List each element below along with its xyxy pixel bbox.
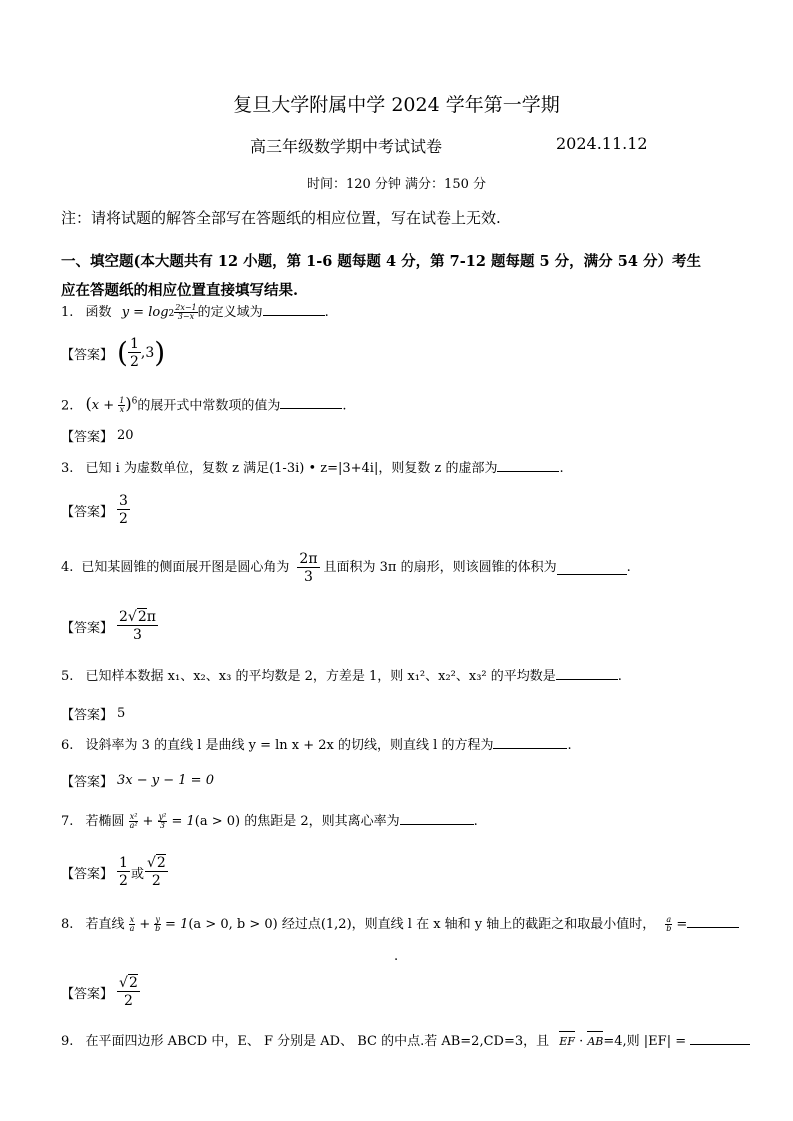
q3-blank (497, 459, 559, 472)
q5-blank (556, 667, 618, 680)
exam-note: 注：请将试题的解答全部写在答题纸的相应位置，写在试卷上无效. (61, 209, 501, 227)
q6-number: 6. (61, 738, 74, 753)
answer-4: 【答案】 $\frac{2√2\pi}{3}$ (61, 609, 156, 643)
answer-5-value: 5 (117, 706, 126, 721)
answer-3: 【答案】 $\frac{3}{2}$ (61, 493, 128, 527)
question-7: 7. 若椭圆 $\frac{\text{x²}}{\text{a²}}$ + $\frac{\text{y²}}{3}$ = 1(a > 0) 的焦距是 2，则其离心率为 . (61, 812, 478, 830)
q1-blank (263, 303, 325, 316)
question-4: 4. 已知某圆锥的侧面展开图是圆心角为 $\frac{2\pi}{3}$ 且面积为 3π 的扇形，则该圆锥的体积为 . (61, 551, 631, 585)
question-9: 9. 在平面四边形 ABCD 中，E、 F 分别是 AD、 BC 的中点.若 AB=2,CD=3，且 EF · AB=4,则 |EF| = (61, 1032, 750, 1051)
q7-number: 7. (61, 814, 74, 829)
answer-8: 【答案】 $\frac{√2}{2}$ (61, 975, 138, 1009)
q8-formula: $\frac{x}{a}$ + $\frac{y}{b}$ = 1 (129, 915, 189, 933)
q1-formula: y = log2 $\frac{2x-1}{3-x}$ (121, 303, 197, 321)
exam-subtitle: 高三年级数学期中考试试卷 (250, 137, 443, 156)
exam-title: 复旦大学附属中学 2024 学年第一学期 (233, 94, 560, 116)
answer-2: 【答案】 20 (61, 428, 134, 445)
answer-6-value: 3x − y − 1 = 0 (117, 773, 214, 788)
section-heading-line1: 一、填空题(本大题共有 12 小题，第 1-6 题每题 4 分，第 7-12 题每题 5 分，满分 54 分）考生 (61, 253, 701, 270)
q4-blank (557, 562, 627, 575)
question-5: 5. 已知样本数据 x₁、x₂、x₃ 的平均数是 2，方差是 1，则 x₁²、x₂²、x₃² 的平均数是 . (61, 669, 622, 684)
section-heading-line2: 应在答题纸的相应位置直接填写结果. (61, 282, 299, 299)
answer-5: 【答案】 5 (61, 706, 126, 723)
answer-6: 【答案】 3x − y − 1 = 0 (61, 773, 214, 790)
q5-number: 5. (61, 669, 74, 684)
q4-number: 4. (61, 560, 74, 575)
answer-label: 【答案】 (61, 347, 114, 363)
answer-2-value: 20 (117, 428, 134, 443)
answer-7: 【答案】 $\frac{1}{2}$ 或 $\frac{√2}{2}$ (61, 855, 166, 889)
exam-time-info: 时间：120 分钟 满分：150 分 (306, 177, 487, 192)
exam-date: 2024.11.12 (556, 134, 648, 153)
q3-number: 3. (61, 461, 74, 476)
answer-1: 【答案】 ( $\frac{1}{2}$ ,3 ) (61, 336, 166, 370)
q8-end-dot: . (394, 949, 399, 964)
question-3: 3. 已知 i 为虚数单位，复数 z 满足(1-3i) • z=|3+4i|，则复数 z 的虚部为 . (61, 461, 564, 476)
q9-blank (690, 1032, 750, 1045)
q2-formula: (x + $\frac{1}{x}$ )$^6$ (85, 394, 138, 415)
q7-formula: $\frac{\text{x²}}{\text{a²}}$ + $\frac{\text{y²}}{3}$ = 1 (129, 812, 195, 830)
q1-number: 1. (61, 305, 74, 320)
q9-number: 9. (61, 1034, 74, 1049)
question-6: 6. 设斜率为 3 的直线 l 是曲线 y = ln x + 2x 的切线，则直线 l 的方程为 . (61, 738, 572, 753)
q8-blank (687, 915, 739, 928)
question-1: 1. 函数 y = log2 $\frac{2x-1}{3-x}$ 的定义域为 . (61, 303, 329, 321)
q6-blank (493, 736, 567, 749)
q2-blank (280, 396, 342, 409)
q8-number: 8. (61, 917, 74, 932)
q7-blank (400, 812, 474, 825)
question-2: 2. (x + $\frac{1}{x}$ )$^6$的展开式中常数项的值为 . (61, 394, 347, 415)
q2-number: 2. (61, 398, 74, 414)
question-8: 8. 若直线 $\frac{x}{a}$ + $\frac{y}{b}$ = 1(a > 0, b > 0) 经过点(1,2)，则直线 l 在 x 轴和 y 轴上的截距之和取最小值时， $\frac{a}{b}$ = (61, 915, 739, 934)
